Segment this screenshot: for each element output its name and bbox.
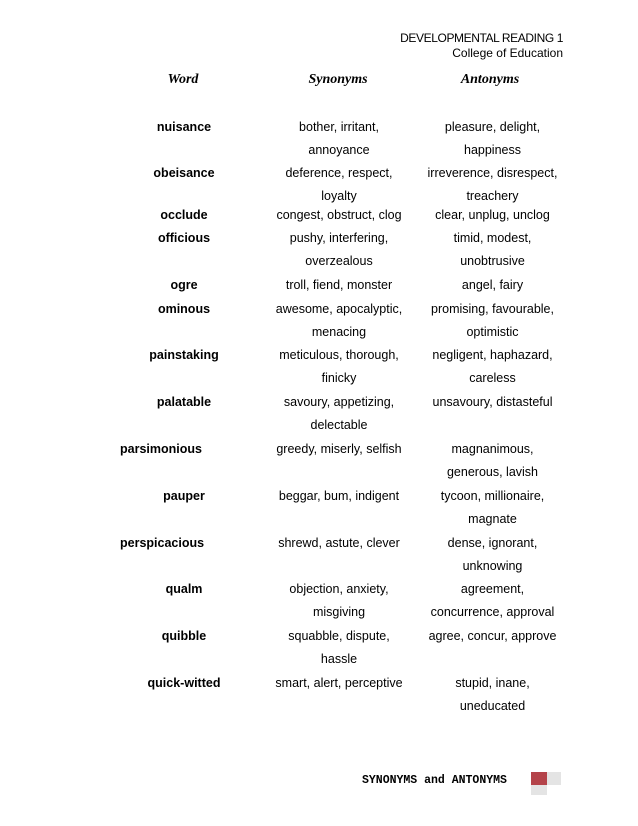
synonyms-cell	[268, 625, 410, 671]
footer-decoration-gray	[547, 772, 561, 785]
antonyms-line: concurrence, approval	[430, 605, 555, 619]
synonyms-line: annoyance	[308, 143, 370, 157]
page-footer: SYNONYMS and ANTONYMS	[362, 774, 507, 787]
antonyms-line: unknowing	[462, 559, 523, 573]
synonyms-cell	[268, 274, 410, 297]
antonyms-line: dense, ignorant,	[447, 536, 538, 550]
word-cell: palatable	[156, 395, 212, 409]
word-cell: officious	[157, 231, 211, 245]
synonyms-cell	[268, 227, 410, 273]
antonyms-line: negligent, haphazard,	[432, 348, 553, 362]
synonyms-line: greedy, miserly, selfish	[276, 442, 402, 456]
antonyms-line: irreverence, disrespect,	[427, 166, 558, 180]
antonyms-cell	[420, 438, 565, 484]
synonyms-line: hassle	[320, 652, 358, 666]
word-cell: nuisance	[156, 120, 212, 134]
footer-decoration-gray	[531, 785, 547, 795]
word-cell: ominous	[157, 302, 211, 316]
antonyms-line: stupid, inane,	[455, 676, 530, 690]
synonyms-cell	[268, 532, 410, 555]
antonyms-line: agreement,	[460, 582, 525, 596]
synonyms-line: savoury, appetizing,	[283, 395, 395, 409]
antonyms-line: careless	[469, 371, 516, 385]
antonyms-cell	[420, 672, 565, 718]
synonyms-cell	[268, 344, 410, 390]
synonyms-cell	[268, 116, 410, 162]
synonyms-line: deference, respect,	[285, 166, 393, 180]
footer-decoration-red	[531, 772, 547, 785]
antonyms-line: agree, concur, approve	[428, 629, 557, 643]
column-header-antonyms: Antonyms	[460, 72, 520, 87]
antonyms-line: tycoon, millionaire,	[440, 489, 545, 503]
synonyms-cell	[268, 578, 410, 624]
synonyms-line: troll, fiend, monster	[285, 278, 393, 292]
synonyms-cell	[268, 162, 410, 208]
antonyms-cell	[420, 391, 565, 414]
synonyms-cell	[268, 298, 410, 344]
page-header	[400, 31, 563, 61]
antonyms-line: pleasure, delight,	[444, 120, 541, 134]
synonyms-line: finicky	[321, 371, 357, 385]
antonyms-line: treachery	[466, 189, 519, 203]
antonyms-line: uneducated	[459, 699, 526, 713]
antonyms-line: magnate	[468, 512, 517, 526]
synonyms-line: overzealous	[305, 254, 373, 268]
word-cell: painstaking	[149, 348, 219, 362]
synonyms-cell	[268, 485, 410, 508]
antonyms-cell	[420, 204, 565, 227]
word-cell: ogre	[170, 278, 198, 292]
word-cell: parsimonious	[120, 442, 202, 456]
antonyms-line: generous, lavish	[446, 465, 539, 479]
word-cell: quick-witted	[147, 676, 221, 690]
word-cell: obeisance	[153, 166, 215, 180]
synonyms-cell	[268, 204, 410, 227]
column-header-word: Word	[167, 72, 199, 87]
antonyms-line: magnanimous,	[451, 442, 534, 456]
college-name: College of Education	[452, 46, 563, 60]
antonyms-line: timid, modest,	[453, 231, 532, 245]
antonyms-cell	[420, 162, 565, 208]
synonyms-line: menacing	[311, 325, 367, 339]
column-header-synonyms: Synonyms	[308, 72, 368, 87]
synonyms-cell	[268, 672, 410, 695]
antonyms-line: happiness	[464, 143, 521, 157]
antonyms-cell	[420, 227, 565, 273]
synonyms-line: smart, alert, perceptive	[275, 676, 403, 690]
synonyms-cell	[268, 391, 410, 437]
antonyms-line: unobtrusive	[460, 254, 525, 268]
antonyms-cell	[420, 344, 565, 390]
antonyms-cell	[420, 625, 565, 648]
word-cell: quibble	[161, 629, 207, 643]
antonyms-cell	[420, 578, 565, 624]
antonyms-line: optimistic	[466, 325, 519, 339]
synonyms-cell	[268, 438, 410, 461]
synonyms-line: loyalty	[321, 189, 357, 203]
antonyms-line: clear, unplug, unclog	[435, 208, 550, 222]
word-cell: perspicacious	[120, 536, 205, 550]
synonyms-line: beggar, bum, indigent	[278, 489, 400, 503]
antonyms-line: unsavoury, distasteful	[432, 395, 553, 409]
antonyms-line: promising, favourable,	[431, 302, 554, 316]
antonyms-line: angel, fairy	[461, 278, 524, 292]
synonyms-line: objection, anxiety,	[289, 582, 389, 596]
antonyms-cell	[420, 298, 565, 344]
synonyms-line: misgiving	[312, 605, 366, 619]
synonyms-line: awesome, apocalyptic,	[275, 302, 403, 316]
synonyms-line: meticulous, thorough,	[279, 348, 399, 362]
synonyms-line: shrewd, astute, clever	[278, 536, 400, 550]
antonyms-cell	[420, 485, 565, 531]
antonyms-cell	[420, 274, 565, 297]
word-cell: pauper	[163, 489, 205, 503]
word-cell: qualm	[165, 582, 203, 596]
word-cell: occlude	[160, 208, 208, 222]
antonyms-cell	[420, 116, 565, 162]
synonyms-line: congest, obstruct, clog	[276, 208, 402, 222]
antonyms-cell	[420, 532, 565, 578]
synonyms-line: pushy, interfering,	[289, 231, 389, 245]
synonyms-line: bother, irritant,	[299, 120, 379, 134]
synonyms-line: squabble, dispute,	[288, 629, 390, 643]
course-title: DEVELOPMENTAL READING 1	[400, 31, 563, 45]
synonyms-line: delectable	[310, 418, 368, 432]
